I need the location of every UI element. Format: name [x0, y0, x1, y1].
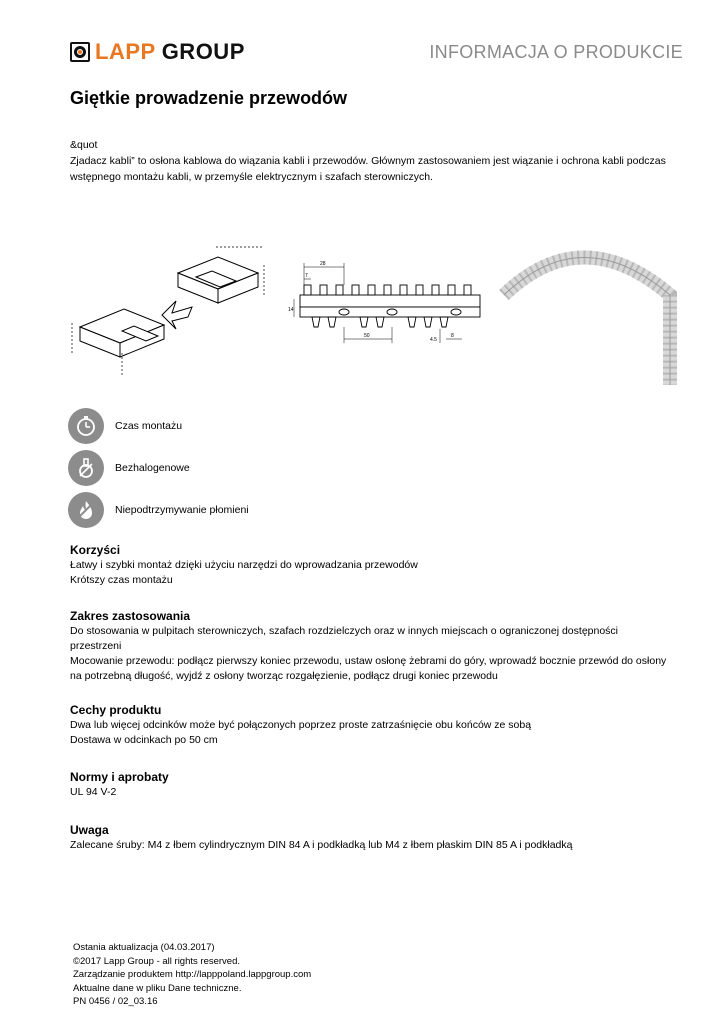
section-heading: Uwaga [70, 823, 109, 837]
page-title: Giętkie prowadzenie przewodów [70, 88, 348, 108]
dim-8: 8 [451, 333, 454, 339]
footer-part-number: PN 0456 / 02_03.16 [73, 996, 158, 1007]
product-figures [66, 225, 686, 395]
section-heading: Zakres zastosowania [70, 609, 191, 623]
feature-item [68, 489, 249, 531]
dim-14: 14 [288, 307, 294, 313]
section-heading: Cechy produktu [70, 703, 162, 717]
section-text: Łatwy i szybki montaż dzięki użyciu narzędzi do wprowadzania przewodów [70, 559, 418, 571]
dim-7: 7 [305, 273, 308, 279]
section-text: Zalecane śruby: M4 z łbem cylindrycznym DIN 84 A i podkładką lub M4 z łbem płaskim DIN 85 A i podkładką [70, 839, 573, 851]
dim-4-5: 4.5 [430, 337, 437, 343]
section-norms [70, 770, 670, 800]
product-photo [492, 235, 692, 385]
section-text: Dwa lub więcej odcinków może być połączonych poprzez proste zatrzaśnięcie obu końców ze sobą [70, 719, 532, 731]
section-text: Krótszy czas montażu [70, 574, 173, 586]
dim-28: 28 [320, 261, 326, 267]
document-type-label: INFORMACJA O PRODUKCIE [429, 42, 683, 62]
footer-copyright: ©2017 Lapp Group - all rights reserved. [73, 955, 241, 967]
section-application [70, 609, 670, 684]
stopwatch-icon [68, 408, 104, 444]
footer-last-update: Ostania aktualizacja (04.03.2017) [73, 942, 215, 953]
lapp-group-logo[interactable] [70, 40, 245, 64]
intro-line-2: Zjadacz kabli” to osłona kablowa do wiązania kabli i przewodów. Głównym zastosowaniem jest wiązanie i ochrona kabli podczas wstępnego montażu kabli, w przemyśle elektrycznym i szafach sterowniczych. [70, 155, 666, 183]
section-text: Do stosowania w pulpitach sterowniczych, szafach rozdzielczych oraz w innych miejscach o ograniczonej dostępności przestrzeni [70, 625, 619, 652]
isometric-drawing [66, 235, 276, 395]
feature-item [68, 447, 249, 489]
section-benefits [70, 543, 670, 588]
flask-icon [68, 450, 104, 486]
footer-data-note: Aktualne dane w pliku Dane techniczne. [73, 982, 242, 994]
logo-brand-first: LAPP [95, 39, 156, 64]
section-text: UL 94 V-2 [70, 786, 117, 798]
product-intro [70, 137, 670, 185]
feature-label-flame: Niepodtrzymywanie płomieni [115, 504, 249, 516]
footer-product-management-link[interactable]: Zarządzanie produktem http://lapppoland.lappgroup.com [73, 969, 312, 980]
logo-brand-second: GROUP [161, 39, 245, 64]
dim-50: 50 [364, 333, 370, 339]
section-heading: Normy i aprobaty [70, 770, 169, 784]
section-heading: Korzyści [70, 543, 121, 557]
section-note [70, 823, 670, 853]
section-text: Mocowanie przewodu: podłącz pierwszy koniec przewodu, ustaw osłonę żebrami do góry, wprowadź bocznie przewód do osłony na potrzebną długość, wyjdź z osłony tworząc rozgałęzienie, podłącz drugi koniec przewodu [70, 655, 667, 682]
flame-icon [68, 492, 104, 528]
page-footer [73, 941, 311, 1009]
page-header [0, 0, 725, 80]
section-product-features [70, 703, 670, 748]
lapp-logo-icon [70, 42, 90, 62]
feature-label-assembly: Czas montażu [115, 420, 183, 432]
dimension-drawing [286, 255, 486, 365]
feature-list [68, 405, 249, 531]
intro-line-1: &quot [70, 139, 98, 151]
feature-item [68, 405, 249, 447]
feature-label-halogen-free: Bezhalogenowe [115, 462, 190, 474]
section-text: Dostawa w odcinkach po 50 cm [70, 734, 218, 746]
